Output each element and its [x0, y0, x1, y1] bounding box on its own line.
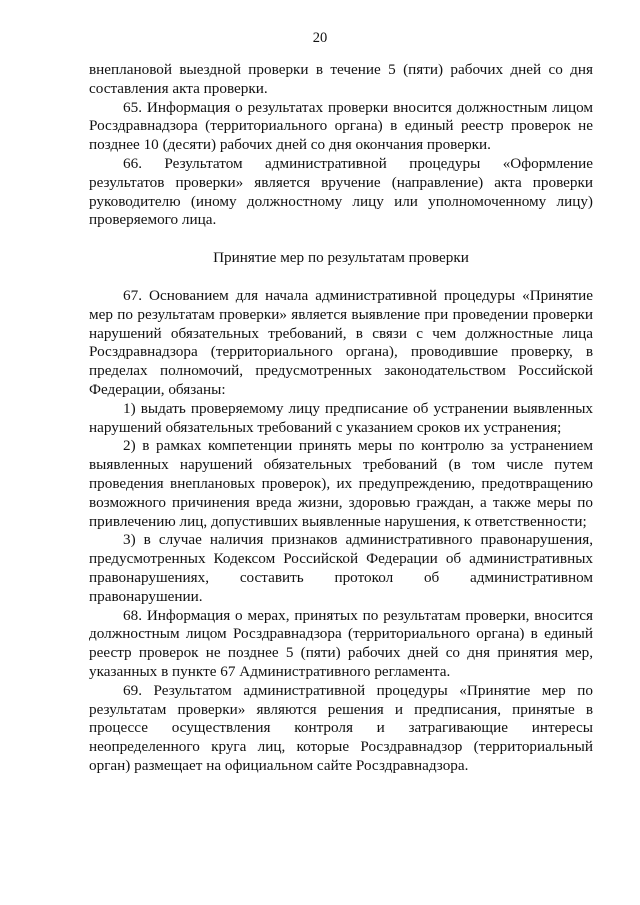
paragraph-67: 67. Основанием для начала административной процедуры «Принятие мер по результатам проверки» является выявление при проведении проверки нарушений обязательных требований, в связи с чем должностные лица Росздравнадзора (территориального органа), проводившие проверку, в пределах полномочий, предусмотренных законодательством Российской Федерации, обязаны:: [89, 286, 593, 398]
page-number: 20: [312, 30, 328, 46]
section-heading: Принятие мер по результатам проверки: [213, 249, 469, 267]
paragraph-69: 69. Результатом административной процедуры «Принятие мер по результатам проверки» являются решения и предписания, принятые в процессе осуществления контроля и затрагивающие интересы неопределенного круга лиц, которые Росздравнадзор (территориальный орган) размещает на официальном сайте Росздравнадзора.: [89, 681, 593, 774]
paragraph-continuation: внеплановой выездной проверки в течение 5 (пяти) рабочих дней со дня составления акта проверки.: [89, 61, 593, 97]
paragraph-65: 65. Информация о результатах проверки вносится должностным лицом Росздравнадзора (территориального органа) в единый реестр проверок не позднее 10 (десяти) рабочих дней со дня окончания проверки.: [89, 98, 593, 154]
paragraph-68: 68. Информация о мерах, принятых по результатам проверки, вносится должностным лицом Росздравнадзора (территориального органа) в единый реестр проверок не позднее 5 (пяти) рабочих дней со дня принятия мер, указанных в пункте 67 Административного регламента.: [89, 606, 593, 680]
paragraph-67-item-1: 1) выдать проверяемому лицу предписание об устранении выявленных нарушений обязательных требований с указанием сроков их устранения;: [89, 399, 593, 436]
document-body: [89, 61, 593, 776]
paragraph-66: 66. Результатом административной процедуры «Оформление результатов проверки» является вручение (направление) акта проверки руководителю (иному должностному лицу или уполномоченному лицу) проверяемого лица.: [89, 154, 593, 229]
paragraph-67-item-2: 2) в рамках компетенции принять меры по контролю за устранением выявленных нарушений обязательных требований (в том числе путем проведения внеплановых проверок), их предупреждению, предотвращению возможного причинения вреда жизни, здоровью граждан, а также меры по привлечению лиц, допустивших выявленные нарушения, к ответственности;: [89, 437, 593, 530]
paragraph-67-item-3: 3) в случае наличия признаков административного правонарушения, предусмотренных Кодексом Российской Федерации об административных правонарушениях, составить протокол об административном правонарушении.: [89, 531, 593, 605]
